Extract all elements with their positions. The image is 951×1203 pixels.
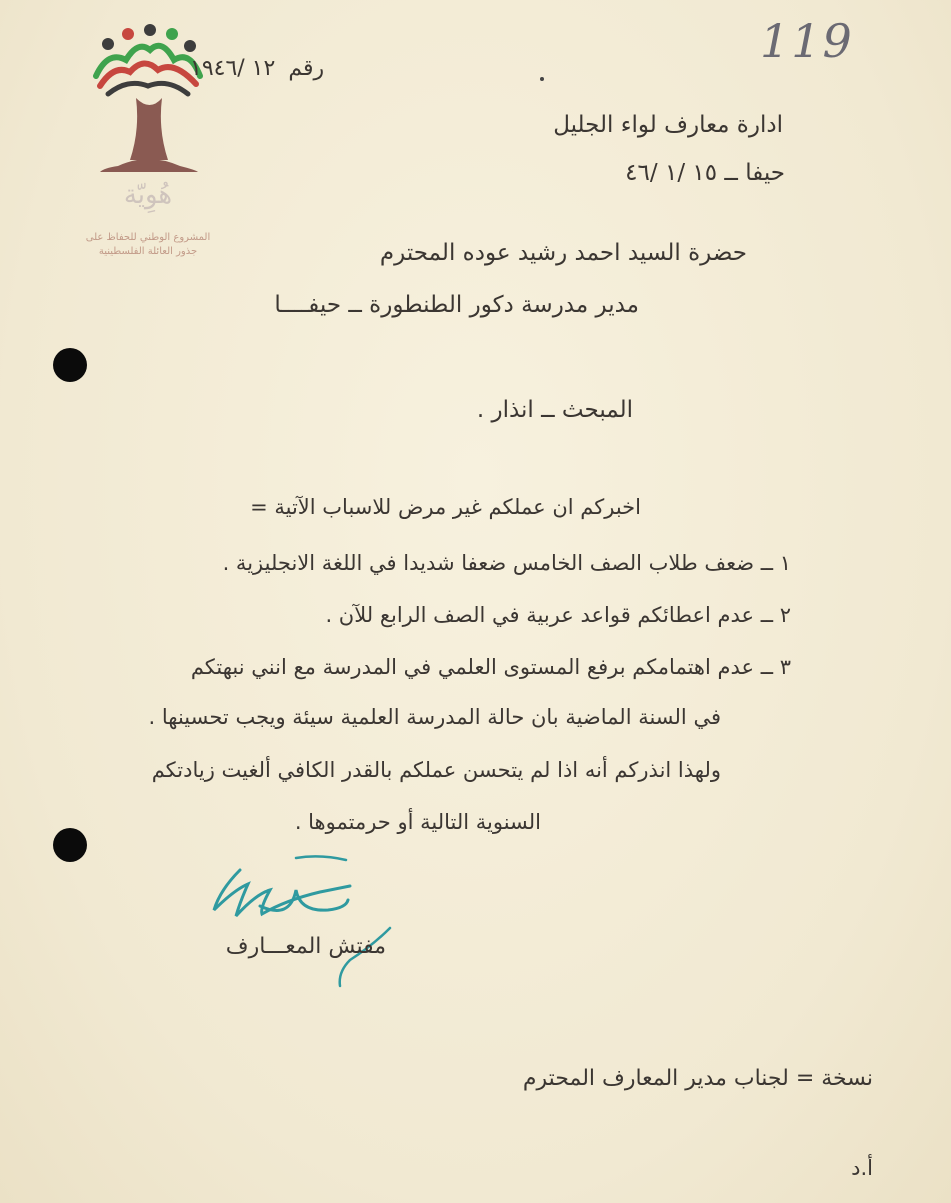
letter-intro: اخبركم ان عملكم غير مرض للاسباب الآتية = <box>250 495 641 519</box>
typist-initials: أ.د <box>851 1156 873 1180</box>
tree-people-icon <box>78 20 218 195</box>
continuation-1: في السنة الماضية بان حالة المدرسة العلمية سيئة ويجب تحسينها . <box>148 705 721 729</box>
copy-recipient: نسخة = لجناب مدير المعارف المحترم <box>522 1066 873 1091</box>
punch-hole-bottom <box>53 828 87 862</box>
point-2: ٢ ــ عدم اعطائكم قواعد عربية في الصف الرابع للآن . <box>325 603 791 627</box>
addressee-name: حضرة السيد احمد رشيد عوده المحترم <box>379 240 747 266</box>
watermark-tagline-2: جذور العائلة الفلسطينية <box>98 246 198 257</box>
watermark-name: هُوِيّة <box>123 180 173 210</box>
speck <box>540 77 544 81</box>
sender-office: ادارة معارف لواء الجليل <box>553 112 783 138</box>
continuation-3: السنوية التالية أو حرمتموها . <box>294 810 541 834</box>
point-1: ١ ــ ضعف طلاب الصف الخامس ضعفا شديدا في اللغة الانجليزية . <box>222 551 791 575</box>
addressee-position: مدير مدرسة دكور الطنطورة ــ حيفــــا <box>274 292 639 318</box>
reference-label: رقم <box>288 56 325 81</box>
reference-value: ١٢ /١٩٤٦ <box>190 56 276 81</box>
punch-hole-top <box>53 348 87 382</box>
reference-number <box>190 56 324 81</box>
point-3: ٣ ــ عدم اهتمامكم برفع المستوى العلمي في المدرسة مع انني نبهتكم <box>190 655 791 679</box>
archive-page-number: 119 <box>760 14 854 68</box>
signature-title: مفتش المعـــارف <box>225 934 386 959</box>
watermark-tagline-1: المشروع الوطني للحفاظ على <box>85 232 211 243</box>
place-and-date: حيفا ــ ١٥ /١ /٤٦ <box>625 160 785 186</box>
subject-line: المبحث ــ انذار . <box>476 397 633 423</box>
continuation-2: ولهذا انذركم أنه اذا لم يتحسن عملكم بالقدر الكافي ألغيت زيادتكم <box>151 758 721 782</box>
signature-mark <box>200 850 410 990</box>
